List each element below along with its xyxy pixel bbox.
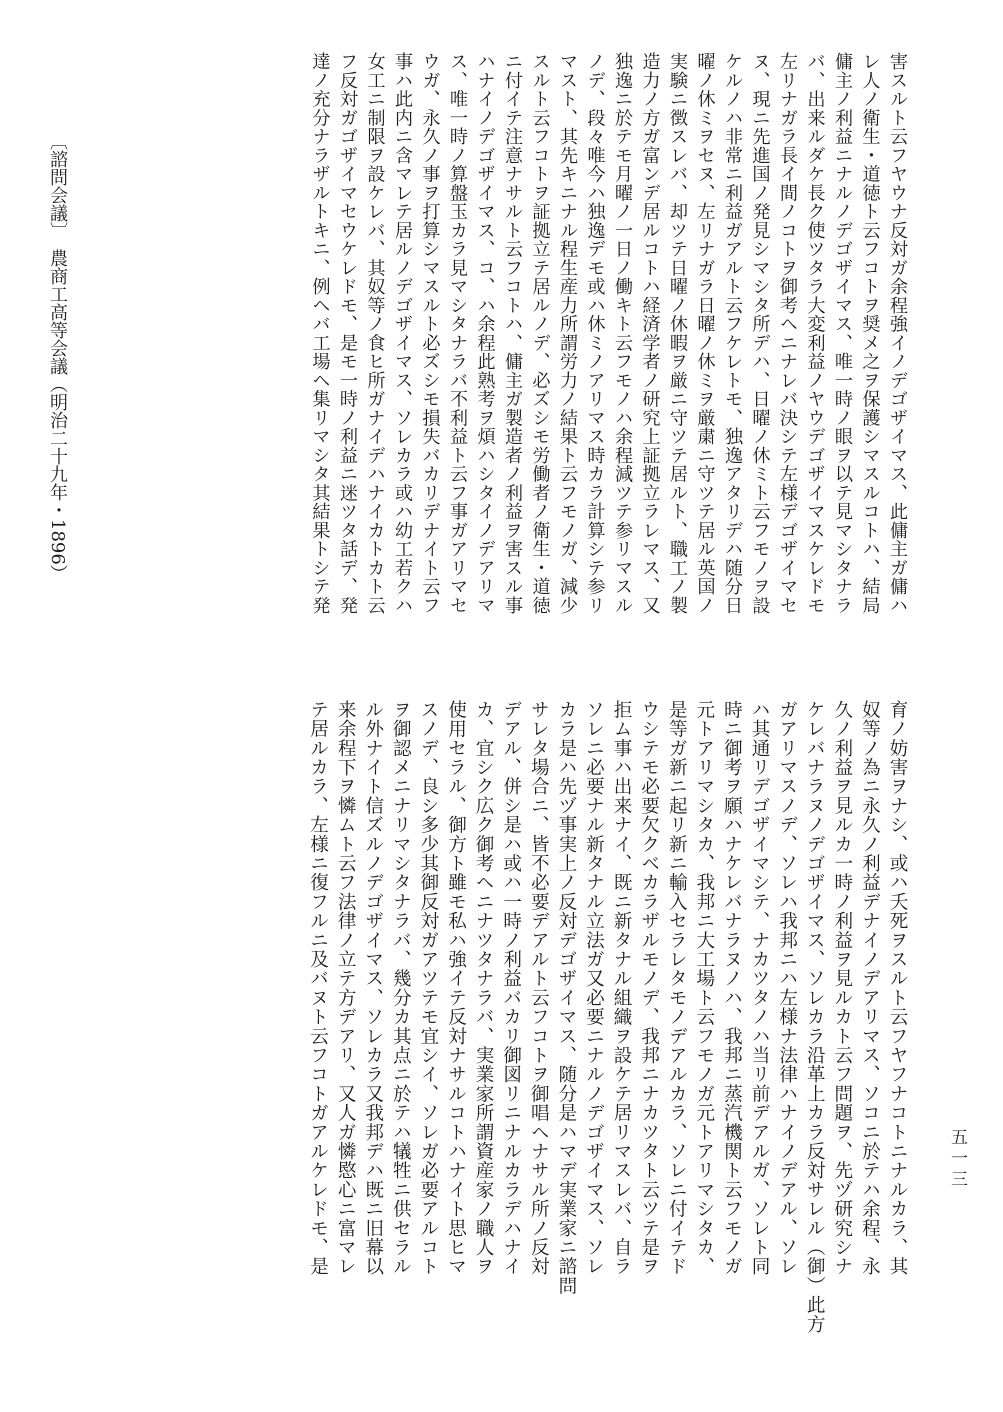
text-column: ハナイノデゴザイマス、コ、ハ余程此熟考ヲ煩ハシタイノデアリマ	[474, 52, 496, 615]
text-column: デアル、併シ是ハ或ハ一時ノ利益バカリ御図リニナルカラデハナイ	[500, 700, 522, 1276]
text-column: 女工ニ制限ヲ設ケレバ、其奴等ノ食ヒ所ガナイデハナイカトカト云	[364, 52, 386, 615]
text-column: カラ是ハ先ヅ事実上ノ反対デゴザイマス、随分是ハマデ実業家ニ諮問	[555, 700, 577, 1296]
text-column: 独逸ニ於テモ月曜ノ一日ノ働キト云フモノハ余程減ツテ参リマスル	[612, 52, 633, 615]
running-head: 〔諮問会議〕 農商工高等会議（明治二十九年・1896）	[47, 132, 68, 583]
text-column: ノデ、段々唯今ハ独逸デモ或ハ休ミノアリマス時カラ計算シテ参リ	[584, 52, 606, 615]
text-column: 育ノ妨害ヲナシ、或ハ夭死ヲスルト云フヤフナコトニナルカラ、其	[887, 700, 908, 1276]
text-column: フ反対ガゴザイマセウケレドモ、是モ一時ノ利益ニ迷ツタ話デ、発	[337, 52, 358, 615]
text-column: マスト、其先キニナル程生産力所謂労力ノ結果ト云フモノガ、減少	[557, 52, 578, 615]
text-column: バ、出来ルダケ長ク使ツタラ大変利益ノヤウデゴザイマスケレドモ	[804, 52, 826, 615]
text-column: 実験ニ徴スレバ、却ツテ日曜ノ休暇ヲ厳ニ守ツテ居ルト、職工ノ製	[667, 52, 688, 615]
text-column: 来余程下ヲ憐ムト云フ法律ノ立テ方デアリ、又人ガ憐愍心ニ富マレ	[335, 700, 357, 1276]
text-column: ケルノハ非常ニ利益ガアルト云フケレトモ、独逸アタリデハ随分日	[722, 52, 743, 615]
text-column: ヲ御認メニナリマシタナラバ、幾分カ其点ニ於テハ犠牲ニ供セラル	[390, 700, 412, 1276]
text-column: ル外ナイト信ズルノデゴザイマス、ソレカラ又我邦デハ既ニ旧幕以	[362, 700, 384, 1276]
text-column: 左リナガラ長イ間ノコトヲ御考ヘニナレバ決シテ左様デゴザイマセ	[777, 52, 798, 615]
text-column: 害スルト云フヤウナ反対ガ余程強イノデゴザイマス、此傭主ガ傭ハ	[887, 52, 908, 615]
text-column: スルト云フコトヲ証拠立テ居ルノデ、必ズシモ労働者ノ衛生・道徳	[529, 52, 551, 615]
text-column: スノデ、良シ多少其御反対ガアツテモ宜シイ、ソレガ必要アルコト	[417, 700, 439, 1276]
text-column: 時ニ御考ヲ願ハナケレバナラヌノハ、我邦ニ蒸汽機関ト云フモノガ	[721, 700, 743, 1276]
text-column: テ居ルカラ、左様ニ復フルニ及バヌト云フコトガアルケレドモ、是	[307, 700, 329, 1276]
text-column: 達ノ充分ナラザルトキニ、例ヘバ工場ヘ集リマシタ其結果トシテ発	[309, 52, 331, 615]
page-number: 五一三	[947, 1128, 967, 1191]
text-column: 造力ノ方ガ富ンデ居ルコトハ経済学者ノ研究上証拠立ラレマス、又	[639, 52, 661, 615]
text-column: 元トアリマシタカ、我邦ニ大工場ト云フモノガ元トアリマシタカ、	[693, 700, 715, 1276]
text-column: ケレバナラヌノデゴザイマス、ソレカラ沿革上カラ反対サレル（御）此方	[804, 700, 826, 1334]
text-column: 曜ノ休ミヲセヌ、左リナガラ日曜ノ休ミヲ厳粛ニ守ツテ居ル英国ノ	[694, 52, 716, 615]
text-column: ス、唯一時ノ算盤玉カラ見マシタナラバ不利益ト云フ事ガアリマセ	[447, 52, 468, 615]
text-column: ウシテモ必要欠クベカラザルモノデ、我邦ニナカツタト云ツテ是ヲ	[638, 700, 660, 1276]
text-column: ソレニ必要ナル新タナル立法ガ又必要ニナルノデゴザイマス、ソレ	[583, 700, 605, 1276]
text-column: ガアリマスノデ、ソレハ我邦ニハ左様ナ法律ハナイノデアル、ソレ	[776, 700, 798, 1276]
lower-text-block	[299, 700, 911, 1352]
text-column: ハ其通リデゴザイマシテ、ナカツタノハ当リ前デアルガ、ソレト同	[749, 700, 771, 1276]
text-column: 久ノ利益ヲ見ルカ一時ノ利益ヲ見ルカト云フ問題ヲ、先ヅ研究シナ	[831, 700, 853, 1276]
text-column: 是等ガ新ニ起リ新ニ輸入セラレタモノデアルカラ、ソレニ付イテド	[666, 700, 688, 1276]
text-column: ニ付イテ注意ナサルト云フコトハ、傭主ガ製造者ノ利益ヲ害スル事	[502, 52, 523, 615]
text-column: レ人ノ衛生・道徳ト云フコトヲ奨メ之ヲ保護シマスルコトハ、結局	[859, 52, 881, 615]
text-column: ウガ、永久ノ事ヲ打算シマスルト必ズシモ損失バカリデナイト云フ	[419, 52, 441, 615]
text-column: 事ハ此内ニ含マレテ居ルノデゴザイマス、ソレカラ或ハ幼工若クハ	[392, 52, 413, 615]
text-column: ヌ、現ニ先進国ノ発見シマシタ所デハ、日曜ノ休ミト云フモノヲ設	[749, 52, 771, 615]
text-column: 拒ム事ハ出来ナイ、既ニ新タナル組織ヲ設ケテ居リマスレバ、自ラ	[611, 700, 633, 1276]
text-column: サレタ場合ニ、皆不必要デアルト云フコトヲ御唱ヘナサル所ノ反対	[528, 700, 550, 1276]
text-column: 奴等ノ為ニ永久ノ利益デナイノデアリマス、ソコニ於テハ余程、永	[859, 700, 881, 1276]
text-column: カ、宜シク広ク御考ヘニナツタナラバ、実業家所謂資産家ノ職人ヲ	[473, 700, 495, 1276]
text-column: 使用セラル、御方ト雖モ私ハ強イテ反対ナサルコトハナイト思ヒマ	[445, 700, 467, 1276]
upper-text-block	[87, 52, 911, 658]
text-column: 傭主ノ利益ニナルノデゴザイマス、唯一時ノ眼ヲ以テ見マシタナラ	[832, 52, 853, 615]
